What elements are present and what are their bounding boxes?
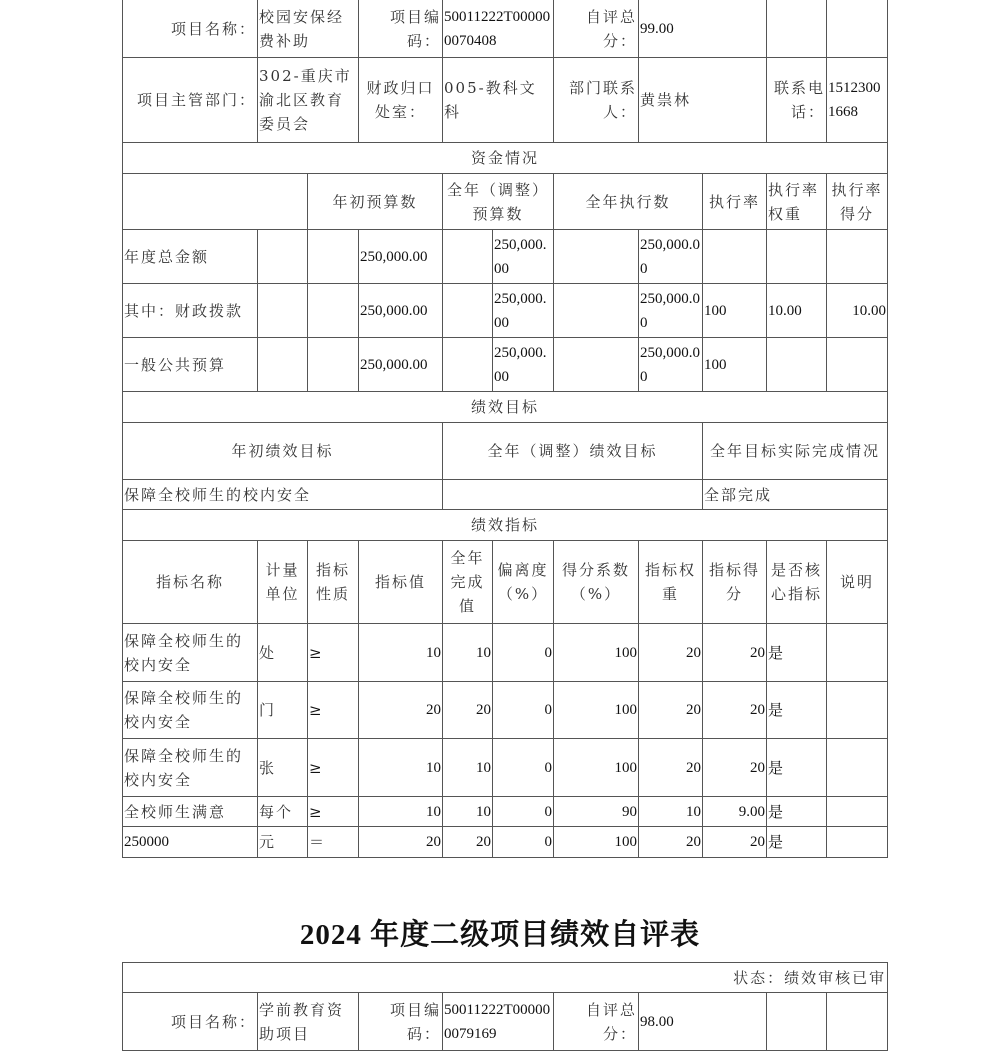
indicator-weight: 20 (639, 739, 703, 797)
indicator-row (123, 682, 888, 739)
indicator-name: 保障全校师生的校内安全 (123, 624, 258, 682)
empty-cell (554, 284, 639, 338)
funds-rate (703, 230, 767, 284)
indicator-note (827, 739, 888, 797)
indicator-score: 20 (703, 827, 767, 858)
indicator-weight: 20 (639, 682, 703, 739)
dept-contact: 黄祟林 (639, 58, 767, 143)
indicator-coef: 90 (554, 797, 639, 827)
funds-initial: 250,000.00 (359, 338, 443, 392)
indicator-unit: 门 (258, 682, 308, 739)
indicator-target: 20 (359, 682, 443, 739)
funds-initial: 250,000.00 (359, 284, 443, 338)
header-target: 指标值 (359, 541, 443, 624)
funds-score: 10.00 (827, 284, 888, 338)
project-name: 校园安保经费补助 (258, 0, 359, 58)
indicator-score: 20 (703, 739, 767, 797)
empty-cell (123, 174, 308, 230)
funds-weight (767, 230, 827, 284)
indicators-section-header: 绩效指标 (123, 510, 888, 541)
empty-cell (827, 993, 888, 1051)
funds-row (123, 230, 888, 284)
funds-score (827, 230, 888, 284)
funds-adjusted: 250,000.00 (493, 338, 554, 392)
goals-section-header: 绩效目标 (123, 392, 888, 423)
header-coef: 得分系数（%） (554, 541, 639, 624)
empty-cell (767, 0, 827, 58)
project-name: 学前教育资助项目 (258, 993, 359, 1051)
funds-label: 其中：财政拨款 (123, 284, 258, 338)
header-initial-goal: 年初绩效目标 (123, 423, 443, 480)
indicator-deviation: 0 (493, 739, 554, 797)
header-executed: 全年执行数 (554, 174, 703, 230)
empty-cell (443, 230, 493, 284)
header-note: 说明 (827, 541, 888, 624)
indicator-target: 10 (359, 797, 443, 827)
empty-cell (258, 230, 308, 284)
header-actual-completion: 全年目标实际完成情况 (703, 423, 888, 480)
indicator-core: 是 (767, 682, 827, 739)
indicator-deviation: 0 (493, 624, 554, 682)
indicator-nature: ≥ (308, 797, 359, 827)
funds-executed: 250,000.00 (639, 230, 703, 284)
indicator-nature: ＝ (308, 827, 359, 858)
project-code: 50011222T000000070408 (443, 0, 554, 58)
header-exec-score: 执行率得分 (827, 174, 888, 230)
funds-weight (767, 338, 827, 392)
funds-rate: 100 (703, 284, 767, 338)
indicator-nature: ≥ (308, 739, 359, 797)
indicator-unit: 每个 (258, 797, 308, 827)
indicator-core: 是 (767, 739, 827, 797)
finance-office: 005-教科文科 (443, 58, 554, 143)
indicator-target: 10 (359, 624, 443, 682)
indicator-unit: 张 (258, 739, 308, 797)
funds-weight: 10.00 (767, 284, 827, 338)
funds-row (123, 284, 888, 338)
performance-table-1 (122, 0, 888, 858)
funds-rate: 100 (703, 338, 767, 392)
project-code: 50011222T000000079169 (443, 993, 554, 1051)
empty-cell (258, 284, 308, 338)
funds-row (123, 338, 888, 392)
header-actual: 全年完成值 (443, 541, 493, 624)
page-title: 2024 年度二级项目绩效自评表 (299, 919, 701, 951)
indicator-core: 是 (767, 624, 827, 682)
indicator-score: 20 (703, 682, 767, 739)
project-name-label: 项目名称： (123, 993, 258, 1051)
header-exec-weight: 执行率权重 (767, 174, 827, 230)
indicator-coef: 100 (554, 827, 639, 858)
empty-cell (767, 993, 827, 1051)
indicator-row (123, 797, 888, 827)
header-exec-rate: 执行率 (703, 174, 767, 230)
project-name-label: 项目名称： (123, 0, 258, 58)
funds-label: 年度总金额 (123, 230, 258, 284)
dept: 302-重庆市渝北区教育委员会 (258, 58, 359, 143)
empty-cell (308, 230, 359, 284)
indicator-note (827, 797, 888, 827)
funds-adjusted: 250,000.00 (493, 284, 554, 338)
header-unit: 计量单位 (258, 541, 308, 624)
indicator-weight: 20 (639, 827, 703, 858)
phone: 15123001668 (827, 58, 888, 143)
indicator-score: 9.00 (703, 797, 767, 827)
phone-label: 联系电话： (767, 58, 827, 143)
funds-executed: 250,000.00 (639, 338, 703, 392)
indicator-row (123, 827, 888, 858)
self-score: 98.00 (639, 993, 767, 1051)
indicator-score: 20 (703, 624, 767, 682)
header-core: 是否核心指标 (767, 541, 827, 624)
indicator-coef: 100 (554, 682, 639, 739)
indicator-nature: ≥ (308, 624, 359, 682)
indicator-deviation: 0 (493, 797, 554, 827)
indicator-actual: 10 (443, 797, 493, 827)
empty-cell (827, 0, 888, 58)
header-initial-budget: 年初预算数 (308, 174, 443, 230)
indicator-name: 全校师生满意 (123, 797, 258, 827)
indicator-name: 保障全校师生的校内安全 (123, 739, 258, 797)
indicator-actual: 20 (443, 827, 493, 858)
funds-adjusted: 250,000.00 (493, 230, 554, 284)
funds-executed: 250,000.00 (639, 284, 703, 338)
empty-cell (443, 338, 493, 392)
empty-cell (258, 338, 308, 392)
funds-score (827, 338, 888, 392)
indicator-unit: 处 (258, 624, 308, 682)
indicator-name: 保障全校师生的校内安全 (123, 682, 258, 739)
goal-initial: 保障全校师生的校内安全 (123, 480, 443, 510)
indicator-row (123, 624, 888, 682)
empty-cell (554, 338, 639, 392)
indicator-core: 是 (767, 827, 827, 858)
funds-section-header: 资金情况 (123, 143, 888, 174)
performance-table-2 (122, 962, 888, 1051)
indicator-actual: 10 (443, 739, 493, 797)
indicator-deviation: 0 (493, 682, 554, 739)
indicator-note (827, 624, 888, 682)
header-nature: 指标性质 (308, 541, 359, 624)
empty-cell (308, 284, 359, 338)
header-score: 指标得分 (703, 541, 767, 624)
dept-contact-label: 部门联系人： (554, 58, 639, 143)
empty-cell (554, 230, 639, 284)
indicator-target: 10 (359, 739, 443, 797)
header-adjusted-goal: 全年（调整）绩效目标 (443, 423, 703, 480)
self-score-label: 自评总分： (554, 0, 639, 58)
indicator-weight: 10 (639, 797, 703, 827)
self-score-label: 自评总分： (554, 993, 639, 1051)
empty-cell (308, 338, 359, 392)
indicator-name: 250000 (123, 827, 258, 858)
header-deviation: 偏离度（%） (493, 541, 554, 624)
indicator-target: 20 (359, 827, 443, 858)
indicator-core: 是 (767, 797, 827, 827)
indicator-deviation: 0 (493, 827, 554, 858)
header-adjusted-budget: 全年（调整）预算数 (443, 174, 554, 230)
self-score: 99.00 (639, 0, 767, 58)
indicator-nature: ≥ (308, 682, 359, 739)
indicator-note (827, 827, 888, 858)
project-code-label: 项目编码： (359, 993, 443, 1051)
project-code-label: 项目编码： (359, 0, 443, 58)
dept-label: 项目主管部门： (123, 58, 258, 143)
indicator-actual: 10 (443, 624, 493, 682)
indicator-weight: 20 (639, 624, 703, 682)
empty-cell (443, 284, 493, 338)
funds-initial: 250,000.00 (359, 230, 443, 284)
indicator-coef: 100 (554, 739, 639, 797)
status-text: 状态：绩效审核已审 (123, 963, 888, 993)
indicator-unit: 元 (258, 827, 308, 858)
goal-actual: 全部完成 (703, 480, 888, 510)
indicator-row (123, 739, 888, 797)
indicator-coef: 100 (554, 624, 639, 682)
goal-adjusted (443, 480, 703, 510)
indicator-note (827, 682, 888, 739)
funds-label: 一般公共预算 (123, 338, 258, 392)
header-indicator-name: 指标名称 (123, 541, 258, 624)
indicator-actual: 20 (443, 682, 493, 739)
header-weight: 指标权重 (639, 541, 703, 624)
finance-office-label: 财政归口处室： (359, 58, 443, 143)
